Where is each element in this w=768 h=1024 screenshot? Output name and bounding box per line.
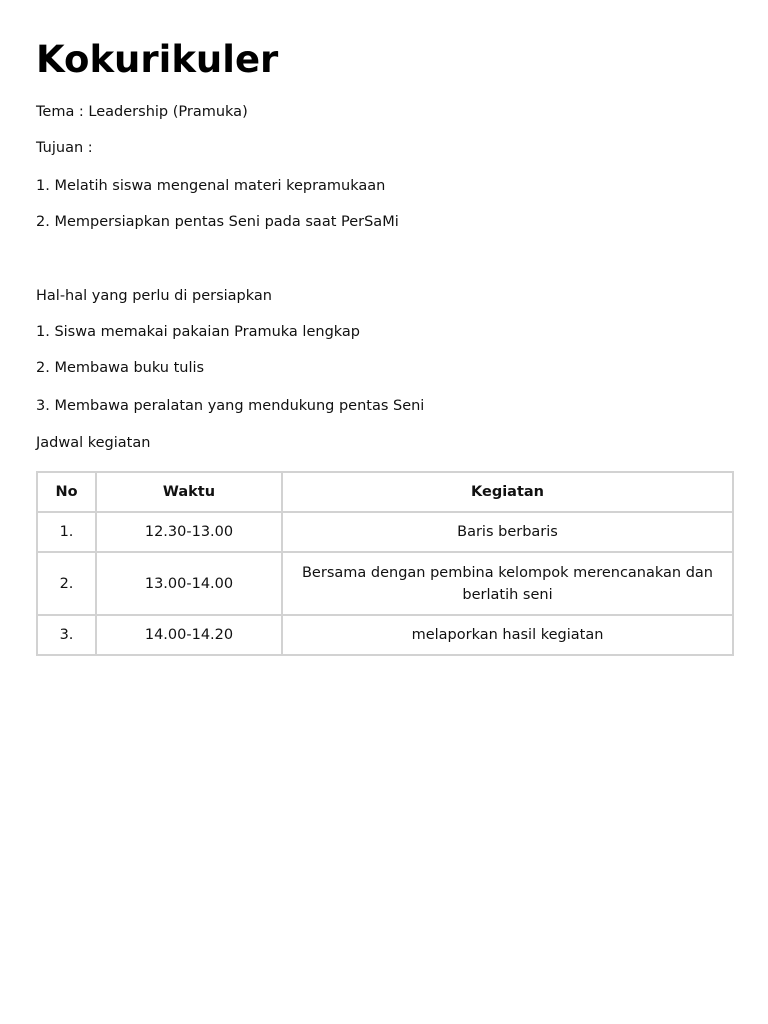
cell-kegiatan: melaporkan hasil kegiatan <box>282 615 733 655</box>
tujuan-heading: Tujuan : <box>36 140 93 156</box>
cell-waktu: 12.30-13.00 <box>96 512 282 552</box>
column-header-kegiatan: Kegiatan <box>282 472 733 512</box>
tujuan-item: 1. Melatih siswa mengenal materi kepramukaan <box>36 178 386 194</box>
cell-waktu: 14.00-14.20 <box>96 615 282 655</box>
cell-waktu: 13.00-14.00 <box>96 552 282 615</box>
persiapan-heading: Hal-hal yang perlu di persiapkan <box>36 288 272 304</box>
table-row <box>37 512 733 552</box>
schedule-table <box>36 471 734 656</box>
tema-text: Tema : Leadership (Pramuka) <box>36 104 248 120</box>
jadwal-heading: Jadwal kegiatan <box>36 435 151 451</box>
cell-no: 3. <box>37 615 96 655</box>
persiapan-item: 1. Siswa memakai pakaian Pramuka lengkap <box>36 324 360 340</box>
cell-kegiatan: Bersama dengan pembina kelompok merencanakan dan berlatih seni <box>282 552 733 615</box>
cell-no: 2. <box>37 552 96 615</box>
column-header-waktu: Waktu <box>96 472 282 512</box>
table-row <box>37 615 733 655</box>
column-header-no: No <box>37 472 96 512</box>
tujuan-item: 2. Mempersiapkan pentas Seni pada saat PerSaMi <box>36 214 399 230</box>
cell-kegiatan: Baris berbaris <box>282 512 733 552</box>
page-title: Kokurikuler <box>36 38 279 81</box>
persiapan-item: 2. Membawa buku tulis <box>36 360 205 376</box>
persiapan-item: 3. Membawa peralatan yang mendukung pentas Seni <box>36 398 425 414</box>
table-header-row <box>37 472 733 512</box>
table-row <box>37 552 733 615</box>
cell-no: 1. <box>37 512 96 552</box>
